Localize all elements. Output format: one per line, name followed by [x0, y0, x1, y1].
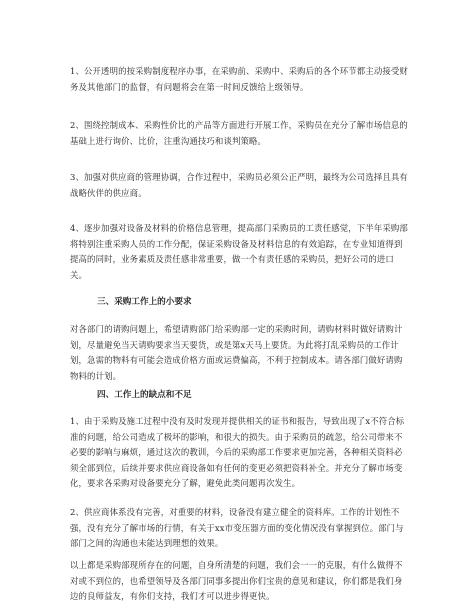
paragraph-3: 3、加强对供应商的管理协调，合作过程中，采购员必须公正严明，最终为公司选择且具有战略伙伴的供应商。	[70, 172, 408, 198]
section-4-item-1: 1、由于采购及施工过程中没有及时发现并提供相关的证书和报告，导致出现了x不符合标准的问题，给公司造成了极坏的影响，和很大的损失。由于采购员的疏忽，给公司带来不必要的影响与麻烦，通过这次的教训，今后的采购部工作要求更加完善，各种相关资料必须全部到位，后续并要求供应商设备如有任何的变更必须把资料补全。并充分了解市场变化，要求各采购对设备要充分了解，避免此类问题再次发生。	[70, 416, 405, 488]
paragraph-4: 4、逐步加强对设备及材料的价格信息管理，提高部门采购员的工责任感觉，下半年采购部将特别注重采购人员的工作分配，保证采购设备及材料信息的有效追踪，在专业知道得到提高的同时，业务素质及责任感非常重要，做一个有责任感的采购员，把好公司的进口关。	[70, 223, 408, 280]
paragraph-2: 2、围绕控制成本、采购性价比的产品等方面进行开展工作，采购员在充分了解市场信息的基础上进行询价、比价，注重沟通技巧和谈判策略。	[70, 120, 408, 146]
paragraph-1: 1、公开透明的按采购制度程序办事，在采购前、采购中、采购后的各个环节都主动接受财务及其他部门的监督，有问题将会在第一时间反馈给上级领导。	[70, 66, 408, 92]
section-4-item-2: 2、供应商体系没有完善，对重要的材料，设备没有建立健全的资料库。工作的计划性不强，没有充分了解市场的行情，有关于xx市变压器方面的变化情况没有掌握到位。部门与部门之间的沟通也未能达到理想的效果。	[70, 507, 404, 548]
section-3-heading: 三、采购工作上的小要求	[97, 297, 192, 307]
section-3-body: 对各部门的请购问题上，希望请购部门给采购部一定的采购时间，请购材料时做好请购计划，尽量避免当天请购要求当天要货，或是第x天马上要货。为此将打乱采购员的工作计划，急需的物料有可能会造成价格方面或运费偏高，不利于控制成本。请各部门做好请购物料的计划。	[70, 324, 403, 381]
section-4-heading: 四、工作上的缺点和不足	[97, 390, 192, 400]
closing-paragraph: 以上都是采购部现所存在的问题，自身所清楚的问题，我们会一一的克服，有什么做得不对或不到位的，也希望领导及各部门同事多提出你们宝贵的意见和建议，你们都是我们身边的良师益友，有你们支持，我们才可以进步得更快。	[70, 560, 403, 601]
